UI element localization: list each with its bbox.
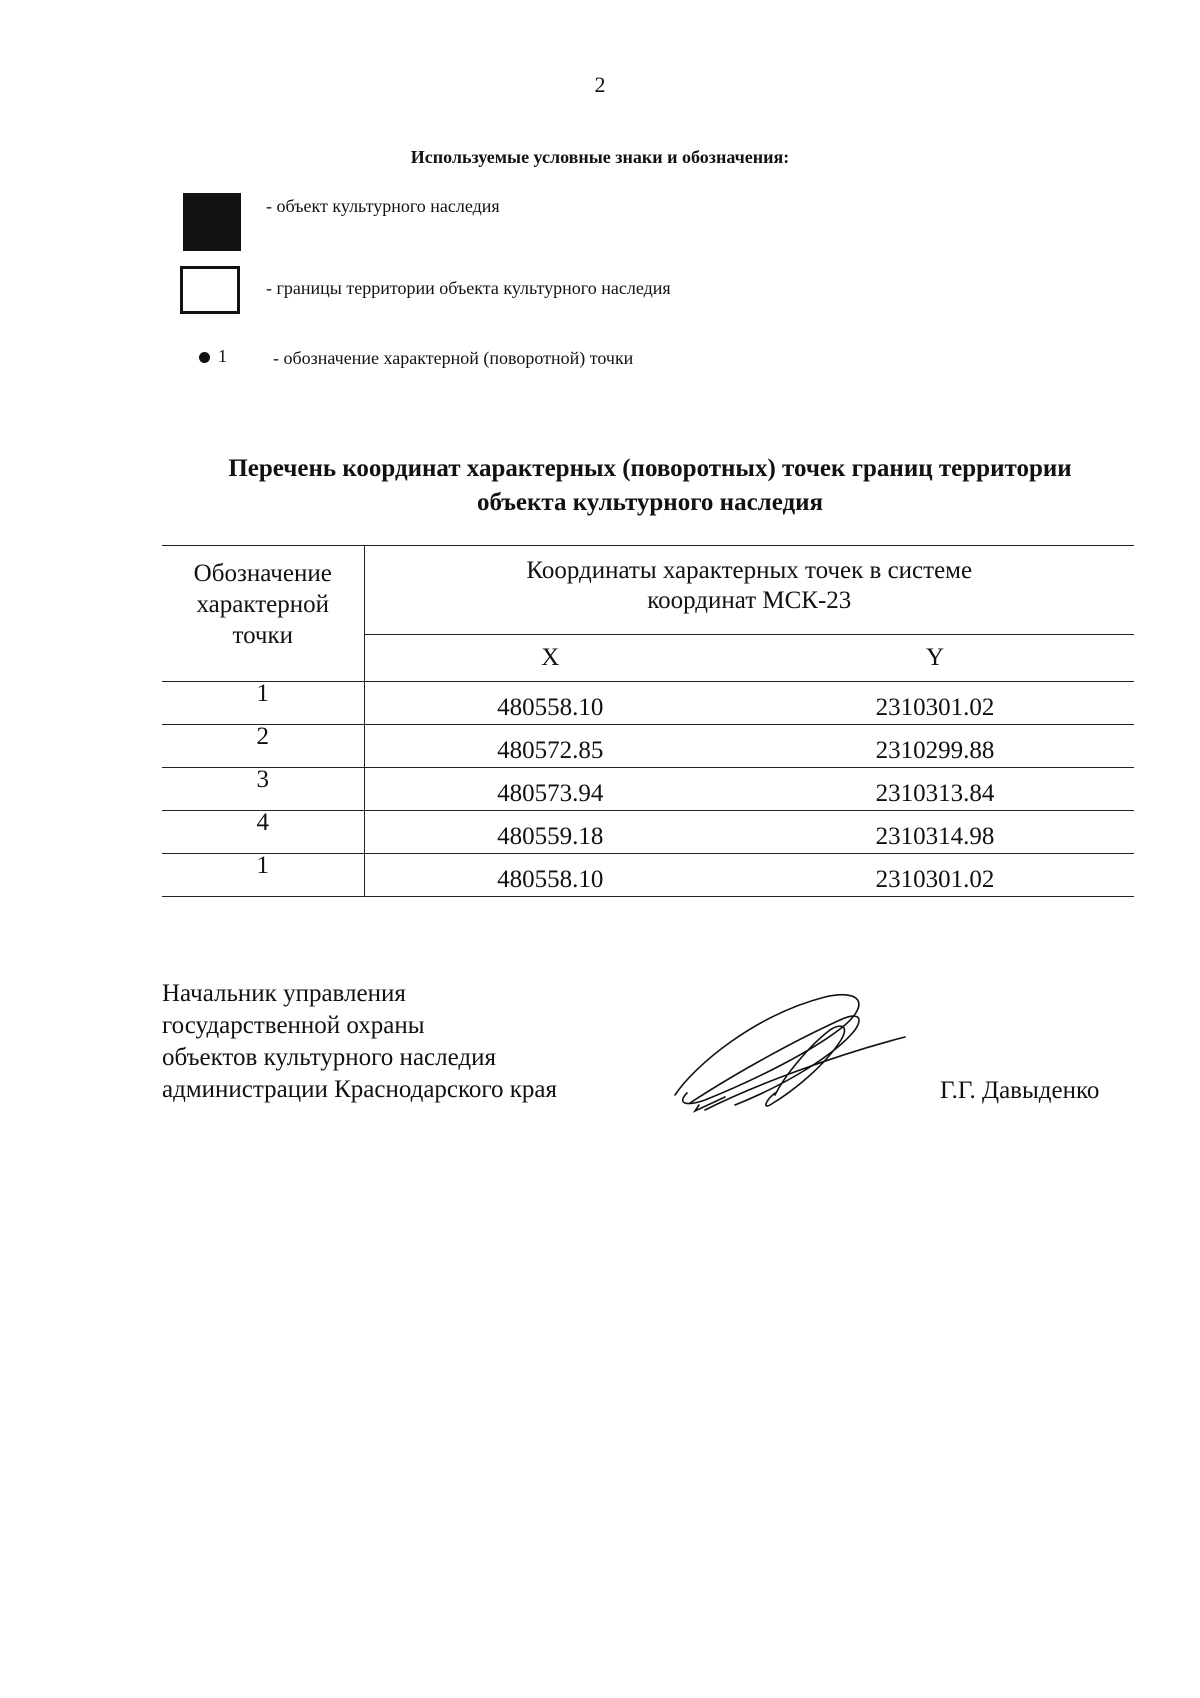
signatory-position	[162, 978, 557, 1106]
table-title-line-2: объекта культурного наследия	[476, 489, 824, 516]
table-row	[162, 854, 1134, 897]
header-coords-line-1: Координаты характерных точек в системе	[526, 557, 973, 584]
signatory-name: Г.Г. Давыденко	[940, 1077, 1100, 1104]
heritage-object-swatch	[183, 193, 241, 251]
y-cell: 2310301.02	[736, 854, 1134, 897]
point-cell: 1	[162, 682, 364, 725]
point-cell: 4	[162, 811, 364, 854]
header-point-line-3: точки	[232, 622, 294, 649]
turning-point-dot-label: 1	[218, 346, 227, 366]
header-x: X	[364, 635, 736, 682]
point-cell: 3	[162, 768, 364, 811]
table-title	[130, 452, 1170, 520]
page-number: 2	[594, 72, 606, 97]
table-row	[162, 811, 1134, 854]
header-coordinates	[364, 546, 1134, 635]
x-cell: 480558.10	[364, 854, 736, 897]
table-row	[162, 725, 1134, 768]
y-cell: 2310299.88	[736, 725, 1134, 768]
position-line-2: государственной охраны	[162, 1012, 425, 1039]
header-point-line-1: Обозначение	[193, 560, 332, 587]
x-cell: 480573.94	[364, 768, 736, 811]
header-point-line-2: характерной	[196, 591, 329, 618]
legend-text-heritage-object: - объект культурного наследия	[266, 196, 500, 216]
x-cell: 480572.85	[364, 725, 736, 768]
table-title-line-1: Перечень координат характерных (поворотных) точек границ территории	[228, 455, 1072, 482]
header-coords-line-2: координат МСК-23	[647, 587, 852, 614]
x-cell: 480559.18	[364, 811, 736, 854]
territory-boundary-swatch	[180, 266, 240, 314]
legend-heading: Используемые условные знаки и обозначения:	[410, 147, 790, 167]
legend-text-territory-boundary: - границы территории объекта культурного наследия	[266, 278, 671, 298]
position-line-1: Начальник управления	[162, 980, 406, 1007]
table-row	[162, 768, 1134, 811]
coordinates-table	[162, 545, 1134, 897]
point-cell: 1	[162, 854, 364, 897]
legend-text-turning-point: - обозначение характерной (поворотной) точки	[273, 348, 634, 368]
point-cell: 2	[162, 725, 364, 768]
position-line-3: объектов культурного наследия	[162, 1044, 496, 1071]
y-cell: 2310314.98	[736, 811, 1134, 854]
x-cell: 480558.10	[364, 682, 736, 725]
header-point-designation	[162, 546, 364, 682]
turning-point-dot-icon	[199, 352, 210, 363]
y-cell: 2310301.02	[736, 682, 1134, 725]
table-row	[162, 682, 1134, 725]
header-y: Y	[736, 635, 1134, 682]
handwritten-signature	[665, 985, 915, 1125]
position-line-4: администрации Краснодарского края	[162, 1076, 558, 1103]
y-cell: 2310313.84	[736, 768, 1134, 811]
